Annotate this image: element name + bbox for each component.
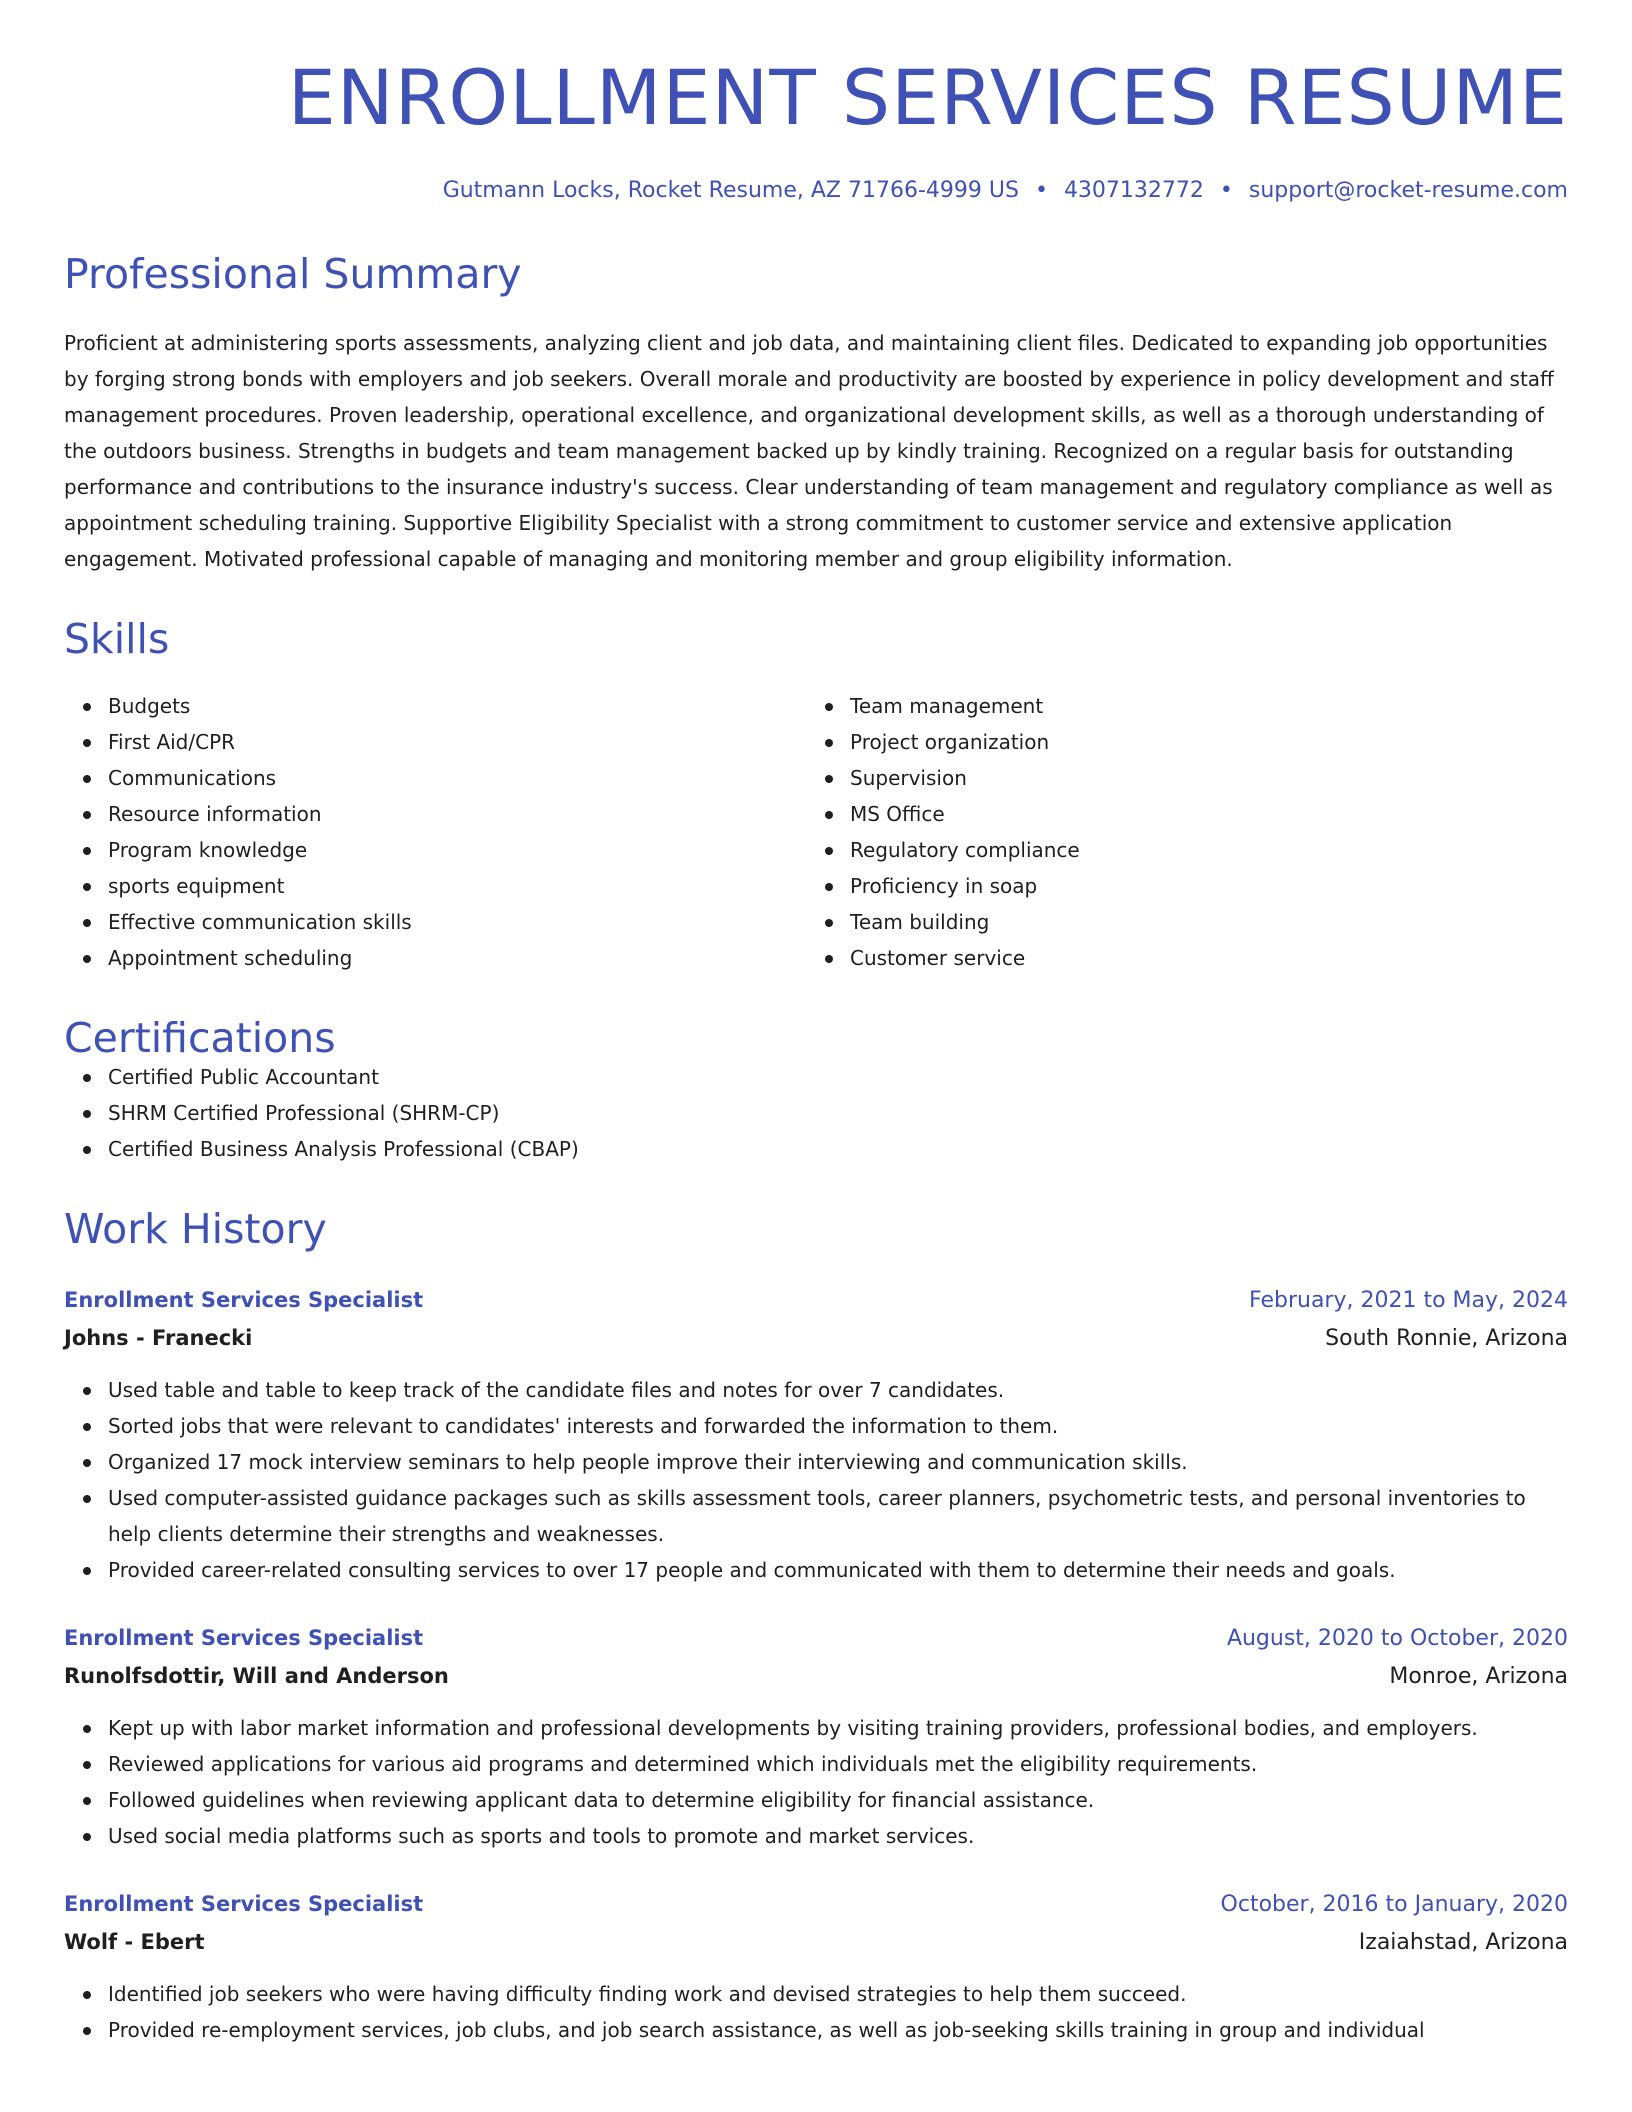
job-company: Johns - Franecki [64, 1326, 253, 1350]
skills-right-list [806, 688, 1548, 976]
section-heading-work-history: Work History [64, 1205, 327, 1253]
job-title-row [64, 1894, 1568, 1916]
job-location: Izaiahstad, Arizona [1358, 1930, 1568, 1955]
skill-item: Project organization [850, 724, 1548, 760]
job-title: Enrollment Services Specialist [64, 1626, 424, 1650]
skill-item: Team management [850, 688, 1548, 724]
skill-item: sports equipment [108, 868, 806, 904]
job-dates: October, 2016 to January, 2020 [1220, 1892, 1568, 1917]
job-bullets [64, 1710, 1568, 1854]
skill-item: Team building [850, 904, 1548, 940]
skill-item: Program knowledge [108, 832, 806, 868]
certification-item: SHRM Certified Professional (SHRM-CP) [108, 1095, 1568, 1131]
skill-item: Resource information [108, 796, 806, 832]
certification-item: Certified Public Accountant [108, 1059, 1568, 1095]
contact-phone: 4307132772 [1063, 178, 1204, 203]
job-location: South Ronnie, Arizona [1325, 1326, 1568, 1351]
skill-item: Supervision [850, 760, 1548, 796]
section-heading-certifications: Certifications [64, 1014, 336, 1062]
skills-left-list [64, 688, 806, 976]
job-bullet: Used social media platforms such as sports and tools to promote and market services. [108, 1818, 1568, 1854]
section-heading-skills: Skills [64, 615, 170, 663]
job-dates: February, 2021 to May, 2024 [1249, 1288, 1568, 1313]
job-entry [64, 1894, 1568, 2048]
skill-item: First Aid/CPR [108, 724, 806, 760]
job-title-row [64, 1628, 1568, 1650]
job-bullet: Reviewed applications for various aid programs and determined which individuals met the eligibility requirements. [108, 1746, 1568, 1782]
skills-grid [64, 688, 1568, 976]
skill-item: Effective communication skills [108, 904, 806, 940]
certification-item: Certified Business Analysis Professional (CBAP) [108, 1131, 1568, 1167]
resume-page [64, 0, 1568, 2048]
job-bullets [64, 1372, 1568, 1588]
certifications-list [64, 1059, 1568, 1167]
job-company-row [64, 1328, 1568, 1350]
job-title-row [64, 1290, 1568, 1312]
job-bullet: Sorted jobs that were relevant to candidates' interests and forwarded the information to them. [108, 1408, 1568, 1444]
skill-item: Proficiency in soap [850, 868, 1548, 904]
skill-item: Regulatory compliance [850, 832, 1548, 868]
skill-item: MS Office [850, 796, 1548, 832]
job-bullets [64, 1976, 1568, 2048]
job-bullet: Kept up with labor market information and professional developments by visiting training providers, professional bodies, and employers. [108, 1710, 1568, 1746]
contact-separator: • [1034, 178, 1048, 203]
contact-separator: • [1219, 178, 1233, 203]
job-bullet: Provided re-employment services, job clubs, and job search assistance, as well as job-seeking skills training in group and individual [108, 2012, 1568, 2048]
resume-title: ENROLLMENT SERVICES RESUME [287, 53, 1568, 142]
skill-item: Budgets [108, 688, 806, 724]
job-location: Monroe, Arizona [1389, 1664, 1568, 1689]
job-title: Enrollment Services Specialist [64, 1288, 424, 1312]
job-entry [64, 1628, 1568, 1854]
job-title: Enrollment Services Specialist [64, 1892, 424, 1916]
job-bullet: Used table and table to keep track of the candidate files and notes for over 7 candidates. [108, 1372, 1568, 1408]
contact-line [64, 180, 1568, 202]
job-bullet: Identified job seekers who were having difficulty finding work and devised strategies to help them succeed. [108, 1976, 1568, 2012]
job-bullet: Used computer-assisted guidance packages such as skills assessment tools, career planners, psychometric tests, and personal inventories to help clients determine their strengths and weaknesses. [108, 1480, 1568, 1552]
job-company-row [64, 1932, 1568, 1954]
contact-email: support@rocket-resume.com [1248, 178, 1568, 203]
job-dates: August, 2020 to October, 2020 [1226, 1626, 1568, 1651]
summary-text: Proficient at administering sports assessments, analyzing client and job data, and maintaining client files. Dedicated to expanding job opportunities by forging strong bonds with employers and job seekers. Overall morale and productivity are boosted by experience in policy development and staff management procedures. Proven leadership, operational excellence, and organizational development skills, as well as a thorough understanding of the outdoors business. Strengths in budgets and team management backed up by kindly training. Recognized on a regular basis for outstanding performance and contributions to the insurance industry's success. Clear understanding of team management and regulatory compliance as well as appointment scheduling training. Supportive Eligibility Specialist with a strong commitment to customer service and extensive application engagement. Motivated professional capable of managing and monitoring member and group eligibility information. [64, 331, 1554, 571]
contact-address: Gutmann Locks, Rocket Resume, AZ 71766-4999 US [442, 178, 1019, 203]
job-bullet: Provided career-related consulting services to over 17 people and communicated with them to determine their needs and goals. [108, 1552, 1568, 1588]
skill-item: Appointment scheduling [108, 940, 806, 976]
job-company: Wolf - Ebert [64, 1930, 205, 1954]
job-bullet: Followed guidelines when reviewing applicant data to determine eligibility for financial assistance. [108, 1782, 1568, 1818]
job-entry [64, 1290, 1568, 1588]
job-bullet: Organized 17 mock interview seminars to help people improve their interviewing and communication skills. [108, 1444, 1568, 1480]
skill-item: Customer service [850, 940, 1548, 976]
section-heading-summary: Professional Summary [64, 250, 522, 298]
job-company-row [64, 1666, 1568, 1688]
job-company: Runolfsdottir, Will and Anderson [64, 1664, 449, 1688]
skill-item: Communications [108, 760, 806, 796]
